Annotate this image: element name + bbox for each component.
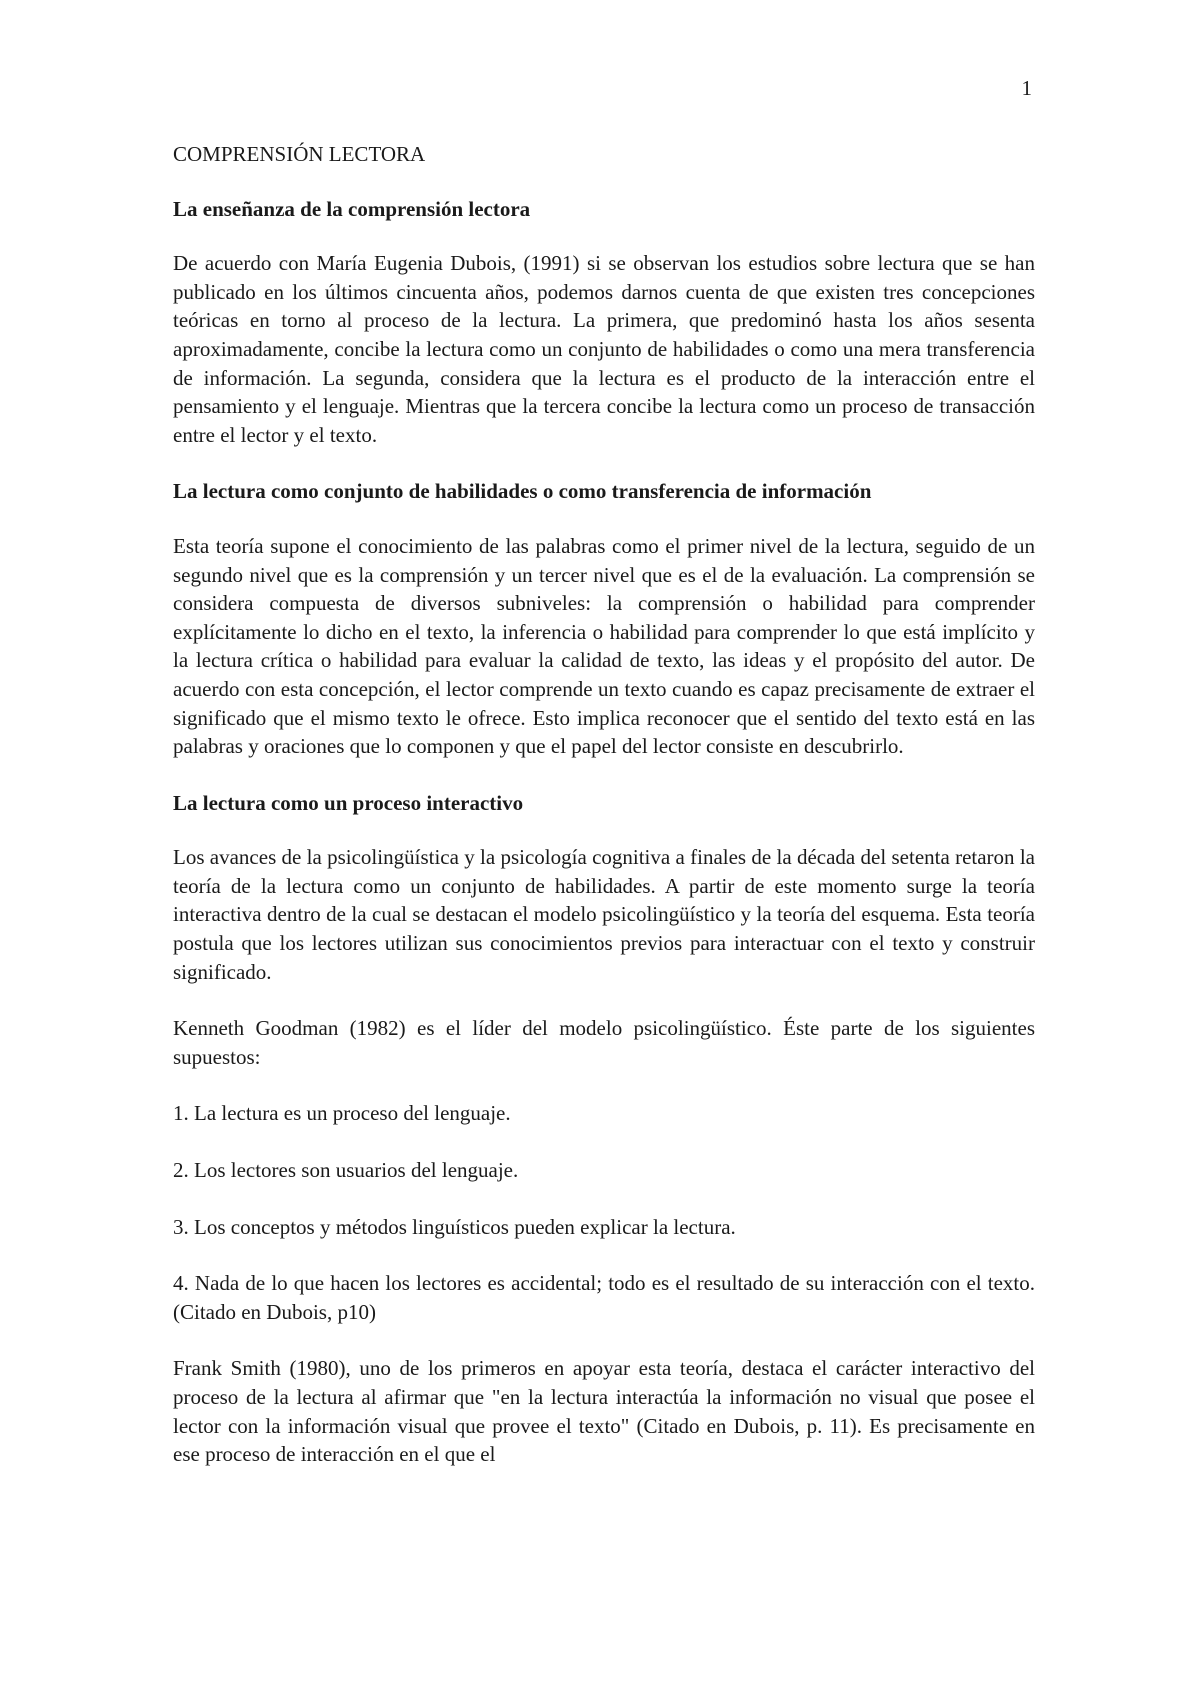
document-body (173, 140, 1035, 1497)
page-number: 1 (1021, 76, 1032, 100)
paragraph-frank-smith: Frank Smith (1980), uno de los primeros en apoyar esta teoría, destaca el carácter interactivo del proceso de la lectura al afirmar que "en la lectura interactúa la información no visual que posee el lector con la información visual que provee el texto" (Citado en Dubois, p. 11). Es precisamente en ese proceso de interacción en el que el (173, 1356, 1035, 1467)
paragraph-goodman: Kenneth Goodman (1982) es el líder del modelo psicolingüístico. Éste parte de los siguientes supuestos: (173, 1016, 1035, 1069)
section-heading-ensenanza: La enseñanza de la comprensión lectora (173, 196, 531, 221)
paragraph-dubois-intro: De acuerdo con María Eugenia Dubois, (1991) si se observan los estudios sobre lectura que se han publicado en los últimos cincuenta años, podemos darnos cuenta de que existen tres concepciones teóricas en torno al proceso de la lectura. La primera, que predominó hasta los años sesenta aproximadamente, concibe la lectura como un conjunto de habilidades o como una mera transferencia de información. La segunda, considera que la lectura es el producto de la interacción entre el pensamiento y el lenguaje. Mientras que la tercera concibe la lectura como un proceso de transacción entre el lector y el texto. (173, 251, 1035, 447)
section-heading-interactivo: La lectura como un proceso interactivo (173, 790, 524, 815)
list-item-supuesto-3: 3. Los conceptos y métodos linguísticos pueden explicar la lectura. (173, 1214, 736, 1239)
paragraph-habilidades-theory: Esta teoría supone el conocimiento de las palabras como el primer nivel de la lectura, seguido de un segundo nivel que es la comprensión y un tercer nivel que es el de la evaluación. La comprensión se considera compuesta de diversos subniveles: la comprensión o habilidad para comprender explícitamente lo dicho en el texto, la inferencia o habilidad para comprender lo que está implícito y la lectura crítica o habilidad para evaluar la calidad de texto, las ideas y el propósito del autor. De acuerdo con esta concepción, el lector comprende un texto cuando es capaz precisamente de extraer el significado que el mismo texto le ofrece. Esto implica reconocer que el sentido del texto está en las palabras y oraciones que lo componen y que el papel del lector consiste en descubrirlo. (173, 533, 1035, 759)
list-item-supuesto-1: 1. La lectura es un proceso del lenguaje. (173, 1101, 511, 1126)
list-item-supuesto-2: 2. Los lectores son usuarios del lenguaje. (173, 1158, 519, 1183)
paragraph-psicolinguistica: Los avances de la psicolingüística y la psicología cognitiva a finales de la década del setenta retaron la teoría de la lectura como un conjunto de habilidades. A partir de este momento surge la teoría interactiva dentro de la cual se destacan el modelo psicolingüístico y la teoría del esquema. Esta teoría postula que los lectores utilizan sus conocimientos previos para interactuar con el texto y construir significado. (173, 845, 1035, 984)
section-heading-habilidades: La lectura como conjunto de habilidades o como transferencia de información (173, 479, 872, 504)
list-item-supuesto-4: 4. Nada de lo que hacen los lectores es accidental; todo es el resultado de su interacción con el texto. (Citado en Dubois, p10) (173, 1271, 1035, 1324)
document-title: COMPRENSIÓN LECTORA (173, 142, 426, 166)
